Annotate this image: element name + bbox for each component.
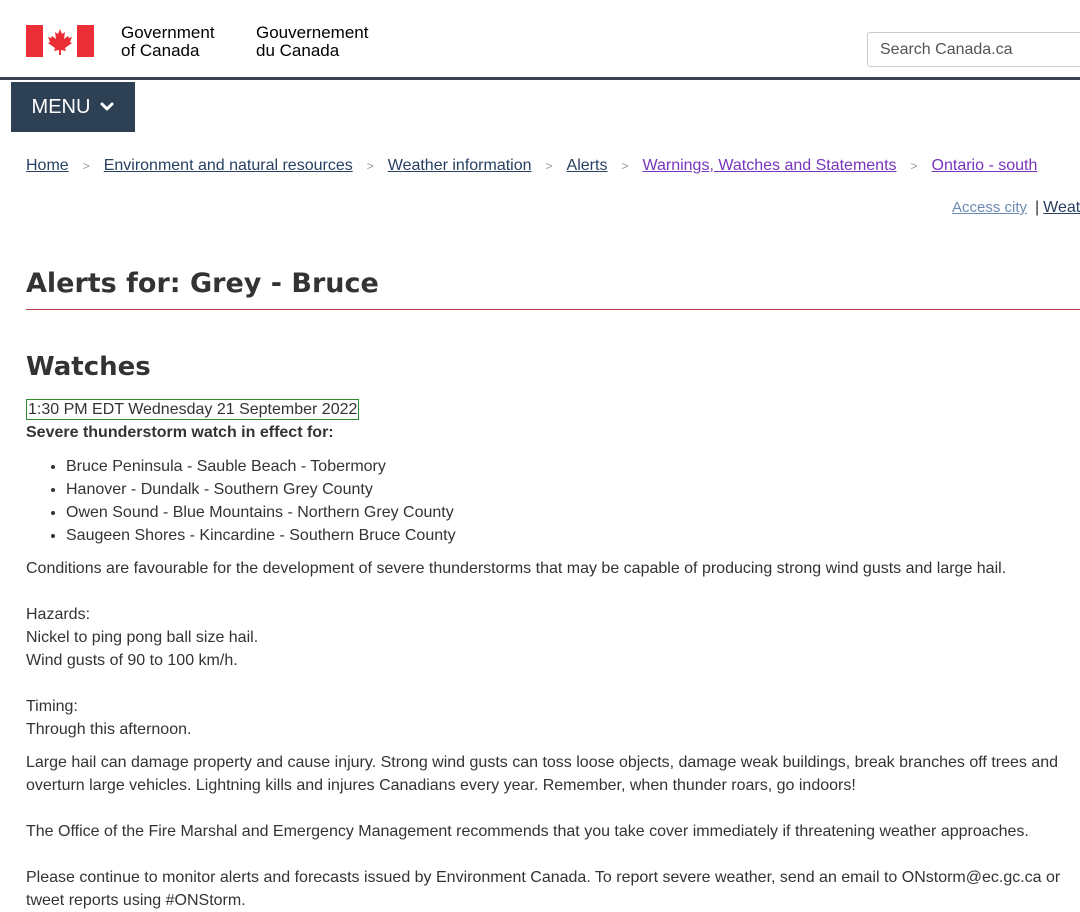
utility-links: [952, 199, 1080, 217]
spacer: [26, 797, 1080, 820]
region-item: • Owen Sound - Blue Mountains - Northern Grey County: [66, 501, 1080, 524]
page-title: Alerts for: Grey - Bruce: [26, 268, 379, 299]
monitor-text: Please continue to monitor alerts and forecasts issued by Environment Canada. To report severe weather, send an email to ONstorm@ec.gc.ca or tweet reports using #ONStorm.: [26, 869, 1061, 909]
hazard-item: Wind gusts of 90 to 100 km/h.: [26, 652, 238, 669]
search-input[interactable]: [867, 32, 1080, 67]
conditions-text: Conditions are favourable for the development of severe thunderstorms that may be capable of producing strong wind gusts and large hail.: [26, 560, 1007, 577]
section-title: Watches: [26, 352, 151, 382]
breadcrumb-environment[interactable]: Environment and natural resources: [103, 157, 353, 174]
spacer: [26, 672, 1080, 695]
fire-marshal-text: The Office of the Fire Marshal and Emergency Management recommends that you take cover immediately if threatening weather approaches.: [26, 823, 1029, 840]
region-list: [26, 455, 1080, 547]
region-item: • Hanover - Dundalk - Southern Grey County: [66, 478, 1080, 501]
breadcrumb-separator: >: [910, 159, 918, 173]
alert-timestamp[interactable]: 1:30 PM EDT Wednesday 21 September 2022: [28, 401, 358, 418]
chevron-down-icon: [100, 102, 114, 112]
hazard-item: Nickel to ping pong ball size hail.: [26, 629, 259, 646]
canada-flag-icon[interactable]: [26, 25, 94, 57]
signature-en-line-2: of Canada: [121, 41, 200, 60]
access-city-link[interactable]: Access city: [952, 199, 1028, 216]
breadcrumb: [26, 157, 1037, 175]
timing-text: Through this afternoon.: [26, 721, 192, 738]
breadcrumb-separator: >: [621, 159, 629, 173]
menu-button[interactable]: [11, 82, 135, 132]
hazards-label: Hazards:: [26, 606, 91, 623]
breadcrumb-separator: >: [545, 159, 553, 173]
breadcrumb-warnings[interactable]: Warnings, Watches and Statements: [642, 157, 897, 174]
breadcrumb-home[interactable]: Home: [26, 157, 69, 174]
site-header: [0, 0, 1080, 80]
weather-link[interactable]: Weat: [1043, 199, 1080, 216]
region-item: • Saugeen Shores - Kincardine - Southern Bruce County: [66, 524, 1080, 547]
alert-content: [26, 398, 1080, 912]
utility-separator: |: [1035, 199, 1040, 216]
gouvernement-du-canada-signature[interactable]: [256, 24, 368, 60]
impact-text: Large hail can damage property and cause injury. Strong wind gusts can toss loose objects, damage weak buildings, break branches off trees and overturn large vehicles. Lightning kills and injures Canadians every year. Remember, when thunder roars, go indoors!: [26, 754, 1059, 794]
watch-heading: Severe thunderstorm watch in effect for:: [26, 424, 334, 441]
signature-en-line-1: Government: [121, 23, 215, 42]
breadcrumb-alerts[interactable]: Alerts: [566, 157, 608, 174]
timing-label: Timing:: [26, 698, 78, 715]
title-divider: [26, 309, 1080, 310]
region-item: • Bruce Peninsula - Sauble Beach - Tobermory: [66, 455, 1080, 478]
signature-fr-line-2: du Canada: [256, 41, 340, 60]
menu-label: MENU: [31, 95, 91, 118]
breadcrumb-separator: >: [366, 159, 374, 173]
breadcrumb-ontario-south[interactable]: Ontario - south: [931, 157, 1038, 174]
breadcrumb-weather-information[interactable]: Weather information: [387, 157, 532, 174]
spacer: [26, 580, 1080, 603]
spacer: [26, 843, 1080, 866]
breadcrumb-separator: >: [82, 159, 90, 173]
signature-fr-line-1: Gouvernement: [256, 23, 369, 42]
government-of-canada-signature[interactable]: [121, 24, 215, 60]
